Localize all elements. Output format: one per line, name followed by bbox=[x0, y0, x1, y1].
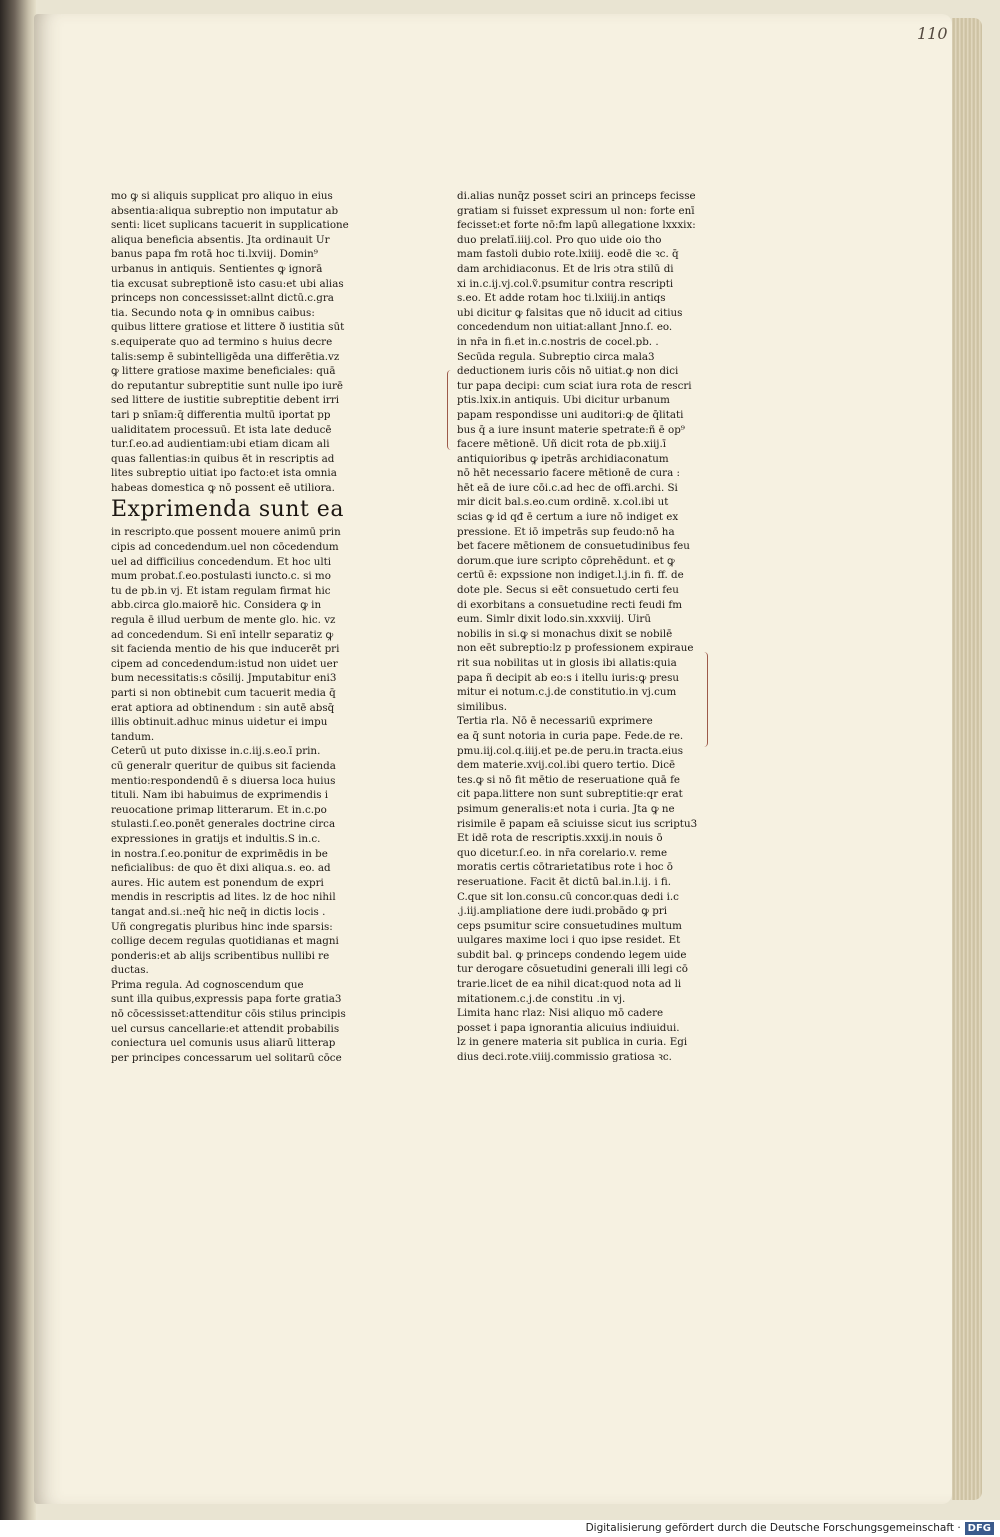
text-line: bum necessitatis:s cōsilij. Jmputabitur eni3 bbox=[111, 672, 337, 685]
text-line: Secūda regula. Subreptio circa mala3 bbox=[457, 350, 655, 363]
folio-number: 110 bbox=[917, 24, 948, 43]
text-line: cū generalr queritur de quibus sit facienda bbox=[111, 759, 336, 772]
text-line: gratiam si fuisset expressum ul non: forte enī bbox=[457, 204, 695, 217]
text-line: parti si non obtinebit cum tacuerit media q̄ bbox=[111, 687, 336, 699]
text-line: erat aptiora ad obtinendum : sin autē absq̄ bbox=[111, 701, 335, 714]
text-line: .j.iij.ampliatione dere iudi.probādo ꝙ pri bbox=[457, 905, 668, 918]
text-line: quas fallentias:in quibus ēt in rescriptis ad bbox=[111, 452, 335, 465]
text-line: tia. Secundo nota ꝙ in omnibus caibus: bbox=[111, 306, 315, 319]
text-line: tes.ꝙ si nō fit mētio de reseruatione quā fe bbox=[457, 773, 681, 786]
text-line: mendis in rescriptis ad lites. lz de hoc nihil bbox=[111, 891, 336, 904]
text-line: non eēt subreptio:lz p professionem expiraue bbox=[457, 642, 694, 655]
text-line: fecisset:et forte nō:fm lapū allegatione lxxxix: bbox=[457, 219, 696, 232]
text-line: ptis.lxix.in antiquis. Ubi dicitur urbanum bbox=[457, 394, 670, 407]
text-column-left bbox=[111, 189, 358, 1065]
text-line: dem materie.xvij.col.ibi quero tertio. Dicē bbox=[457, 759, 676, 772]
text-line: banus papa fm rotā hoc ti.lxviij. Domin⁹ bbox=[111, 248, 318, 261]
text-line: mentio:respondendū ē s diuersa loca huius bbox=[111, 774, 336, 787]
text-line: uulgares maxime loci i quo ipse residet. Et bbox=[457, 934, 681, 947]
text-line: nobilis in si.ꝙ si monachus dixit se nobilē bbox=[457, 627, 673, 640]
text-line: s.eo. Et adde rotam hoc ti.lxiiij.in antiqs bbox=[457, 292, 666, 305]
text-line: Tertia rla. Nō ē necessariū exprimere bbox=[457, 715, 653, 728]
text-line: quo dicetur.ſ.eo. in nr̄a corelario.v. reme bbox=[457, 846, 668, 859]
text-line: trarie.licet de ea nihil dicat:quod nota ad li bbox=[457, 978, 682, 991]
text-line: dius deci.rote.viiij.commissio gratiosa ꝛc. bbox=[457, 1051, 672, 1064]
text-line: bet facere mētionem de consuetudinibus feu bbox=[457, 540, 690, 553]
footer-text: Digitalisierung gefördert durch die Deutsche Forschungsgemeinschaft · bbox=[585, 1522, 961, 1534]
text-column-right bbox=[457, 189, 707, 1065]
digitization-footer bbox=[0, 1520, 1000, 1537]
text-line: uel cursus cancellarie:et attendit probabilis bbox=[111, 1022, 340, 1035]
section-heading: Exprimenda sunt ea bbox=[111, 497, 344, 523]
text-line: in rescripto.que possent mouere animū prin bbox=[111, 526, 341, 539]
text-line: illis obtinuit.adhuc minus uidetur ei impu bbox=[111, 716, 328, 729]
text-line: risimile ē papam eā sciuisse sicut ius scriptu3 bbox=[457, 817, 698, 830]
text-line: senti: licet suplicans tacuerit in supplicatione bbox=[111, 219, 349, 232]
text-line: facere mētionē. Uñ dicit rota de pb.xiij.ī bbox=[457, 438, 667, 451]
text-line: ductas. bbox=[111, 964, 149, 977]
text-line: tur papa decipi: cum sciat iura rota de rescri bbox=[457, 379, 692, 392]
text-line: in nostra.ſ.eo.ponitur de exprimēdis in be bbox=[111, 847, 328, 860]
text-line: duo prelatī.iiij.col. Pro quo uide oio tho bbox=[457, 233, 662, 246]
text-line: urbanus in antiquis. Sentientes ꝙ ignorā bbox=[111, 262, 323, 275]
margin-bracket-mark bbox=[699, 652, 708, 747]
text-line: sunt illa quibus,expressis papa forte gratia3 bbox=[111, 993, 342, 1006]
text-line: aures. Hic autem est ponendum de expri bbox=[111, 876, 324, 889]
text-line: tandum. bbox=[111, 730, 155, 743]
text-line: dam archidiaconus. Et de lris ɔtra stilū di bbox=[457, 262, 674, 275]
text-line: abb.circa glo.maiorē hic. Considera ꝙ in bbox=[111, 599, 322, 612]
text-line: eum. Simlr dixit lodo.sin.xxxviij. Uirū bbox=[457, 613, 651, 626]
text-line: expressiones in gratijs et indultis.S in.c. bbox=[111, 832, 321, 845]
text-line: sed littere de iustitie subreptitie debent irri bbox=[111, 394, 340, 407]
text-line: stulasti.ſ.eo.ponēt generales doctrine circa bbox=[111, 818, 336, 831]
text-line: ubi dicitur ꝙ falsitas que nō iducit ad citius bbox=[457, 306, 683, 319]
text-line: di exorbitans a consuetudine recti feudi fm bbox=[457, 598, 682, 611]
text-line: tangat and.si.:neq̄ hic neq̄ in dictis locis . bbox=[111, 905, 326, 918]
dfg-logo: DFG bbox=[965, 1522, 994, 1535]
text-line: quibus littere gratiose et littere ð iustitia sūt bbox=[111, 321, 345, 334]
text-line: ad concedendum. Si enī intellr separatiz ꝙ bbox=[111, 628, 334, 641]
text-line: cipem ad concedendum:istud non uidet uer bbox=[111, 657, 338, 670]
text-line: per principes concessarum uel solitarū cōce bbox=[111, 1051, 342, 1064]
text-line: scias ꝙ id qđ ē certum a iure nō indiget ex bbox=[457, 511, 679, 524]
text-line: Et idē rota de rescriptis.xxxij.in nouis ō bbox=[457, 832, 663, 845]
text-line: Ceterū ut puto dixisse in.c.iij.s.eo.ī prin. bbox=[111, 745, 321, 758]
text-line: lz in genere materia sit publica in curia. Egi bbox=[457, 1036, 688, 1049]
text-line: do reputantur subreptitie sunt nulle ipo iurē bbox=[111, 379, 343, 392]
text-line: bus q̄ a iure insunt materie spetrate:ñ ē op⁹ bbox=[457, 423, 685, 436]
text-line: habeas domestica ꝙ nō possent eē utiliora. bbox=[111, 481, 335, 494]
text-line: s.equiperate quo ad termino s huius decre bbox=[111, 335, 333, 348]
text-line: dote ple. Secus si eēt consuetudo certi feu bbox=[457, 584, 679, 597]
text-line: cit papa.littere non sunt subreptitie:qr erat bbox=[457, 788, 683, 801]
text-line: mum probat.ſ.eo.postulasti iuncto.c. si mo bbox=[111, 570, 331, 583]
text-line: absentia:aliqua subreptio non imputatur ab bbox=[111, 204, 339, 217]
text-line: ꝙ littere gratiose maxime beneficiales: quā bbox=[111, 365, 336, 378]
text-line: papam respondisse uni auditori:ꝙ de q̄litati bbox=[457, 408, 684, 421]
text-line: in nr̄a in fi.et in.c.nostris de cocel.pb. . bbox=[457, 335, 659, 348]
text-line: antiquioribus ꝙ ipetrās archidiaconatum bbox=[457, 452, 669, 465]
text-line: tu de pb.in vj. Et istam regulam firmat hic bbox=[111, 584, 331, 597]
text-line: neficialibus: de quo ēt dixi aliqua.s. eo. ad bbox=[111, 862, 331, 875]
text-line: subdit bal. ꝙ princeps condendo legem uide bbox=[457, 948, 687, 961]
text-line: moratis certis cōtrarietatibus rote i hoc ō bbox=[457, 861, 674, 874]
text-line: rit sua nobilitas ut in glosis ibi allatis:quia bbox=[457, 657, 677, 669]
text-line: mitationem.c.j.de constitu .in vj. bbox=[457, 992, 626, 1005]
margin-bracket-mark bbox=[447, 370, 456, 450]
text-line: reuocatione primap litterarum. Et in.c.po bbox=[111, 803, 327, 816]
text-line: cipis ad concedendum.uel non cōcedendum bbox=[111, 541, 339, 554]
text-line: lites subreptio uitiat ipo facto:et ista omnia bbox=[111, 467, 337, 480]
text-line: pmu.iij.col.q.iiij.et pe.de peru.in tracta.eius bbox=[457, 744, 684, 757]
text-line: papa ñ decipit ab eo:s i itellu iuris:ꝙ presu bbox=[457, 671, 680, 684]
text-line: nō hēt necessario facere mētionē de cura : bbox=[457, 467, 680, 480]
text-line: certū ē: expssione non indiget.l.j.in fi. ff. de bbox=[457, 569, 684, 582]
text-line: concedendum non uitiat:allant Jnno.ſ. eo. bbox=[457, 321, 673, 334]
text-line: xi in.c.ij.vj.col.ṽ.psumitur contra rescripti bbox=[457, 277, 674, 290]
text-line: pressione. Et iō impetrās sup feudo:nō ha bbox=[457, 525, 675, 538]
text-line: ceps psumitur scire consuetudines multum bbox=[457, 919, 682, 932]
text-line: tari p snīam:q̄ differentia multū iportat pp bbox=[111, 408, 331, 421]
text-line: aliqua beneficia absentis. Jta ordinauit Ur bbox=[111, 233, 330, 246]
text-line: deductionem iuris cōis nō uitiat.ꝙ non dici bbox=[457, 365, 679, 378]
text-line: reseruatione. Facit ēt dictū bal.in.l.ij. i fi. bbox=[457, 875, 672, 888]
text-line: Uñ congregatis pluribus hinc inde sparsis: bbox=[111, 920, 333, 933]
text-line: di.alias nunq̄z posset sciri an princeps fecisse bbox=[457, 190, 696, 202]
text-line: dorum.que iure scripto cōprehēdunt. et ꝙ bbox=[457, 554, 675, 567]
text-line: Prima regula. Ad cognoscendum que bbox=[111, 978, 304, 991]
text-line: regula ē illud uerbum de mente glo. hic. vz bbox=[111, 614, 336, 627]
text-line: similibus. bbox=[457, 700, 508, 713]
text-line: mitur ei notum.c.j.de constitutio.in vj.cum bbox=[457, 686, 677, 699]
text-line: princeps non concessisset:allnt dictū.c.gra bbox=[111, 292, 334, 305]
text-line: C.que sit lon.consu.cū concor.quas dedi i.c bbox=[457, 890, 679, 903]
text-line: collige decem regulas quotidianas et magni bbox=[111, 935, 339, 948]
text-line: tur derogare cōsuetudini generali illi legi cō bbox=[457, 963, 688, 976]
text-line: hēt eā de iure cōi.c.ad hec de offi.archi. Si bbox=[457, 481, 678, 494]
page-fore-edge bbox=[952, 18, 982, 1500]
text-line: nō cōcessisset:attenditur cōis stilus principis bbox=[111, 1008, 346, 1021]
text-line: ualiditatem processuū. Et ista late deducē bbox=[111, 423, 332, 436]
text-line: mo ꝙ si aliquis supplicat pro aliquo in eius bbox=[111, 190, 333, 202]
text-line: talis:semp ē subintelligēda una differētia.vz bbox=[111, 350, 340, 363]
text-line: tur.ſ.eo.ad audientiam:ubi etiam dicam ali bbox=[111, 438, 330, 451]
text-line: sit facienda mentio de his que inducerēt pri bbox=[111, 643, 340, 656]
text-line: Limita hanc rlaz: Nisi aliquo mō cadere bbox=[457, 1007, 664, 1020]
text-line: uel ad difficilius concedendum. Et hoc ulti bbox=[111, 555, 332, 568]
binding-gutter bbox=[0, 0, 36, 1520]
text-line: tituli. Nam ibi habuimus de exprimendis i bbox=[111, 789, 329, 802]
text-line: ponderis:et ab alijs scribentibus nullibi re bbox=[111, 949, 330, 962]
text-line: mir dicit bal.s.eo.cum ordinē. x.col.ibi ut bbox=[457, 496, 669, 509]
text-line: posset i papa ignorantia alicuius indiuidui. bbox=[457, 1021, 680, 1034]
text-line: mam fastoli dubio rote.lxiiij. eodē die ꝛc. q̄ bbox=[457, 248, 679, 261]
text-line: coniectura uel comunis usus aliarū litterap bbox=[111, 1037, 336, 1050]
text-line: psimum generalis:et nota i curia. Jta ꝙ ne bbox=[457, 802, 675, 815]
text-line: ea q̄ sunt notoria in curia pape. Fede.de re. bbox=[457, 729, 684, 742]
text-line: tia excusat subreptionē isto casu:et ubi alias bbox=[111, 277, 344, 290]
